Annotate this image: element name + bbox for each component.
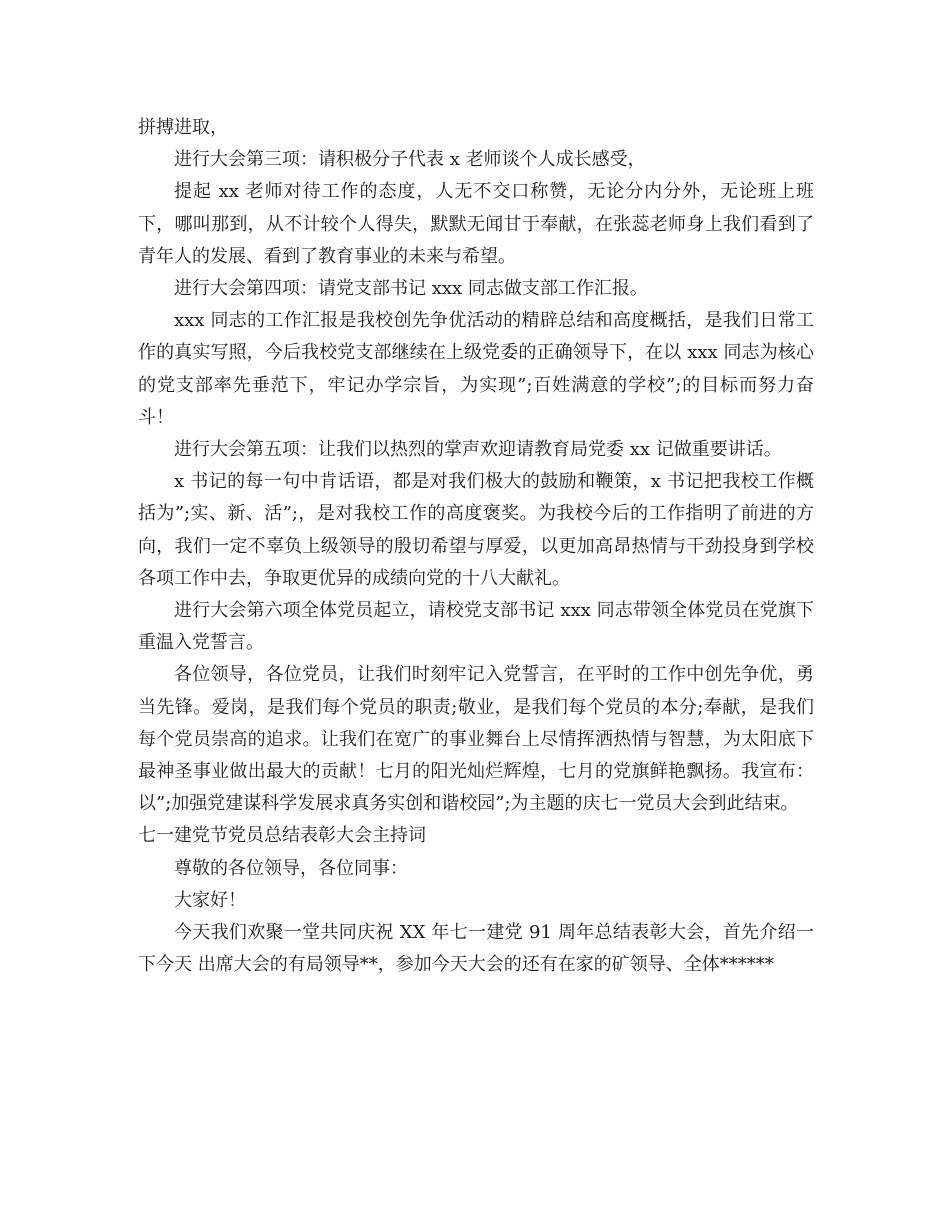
paragraph: 各位领导，各位党员，让我们时刻牢记入党誓言，在平时的工作中创先争优，勇当先锋。爱岗，是我们每个党员的职责;敬业，是我们每个党员的本分;奉献，是我们每个党员崇高的追求。让我们在宽广的事业舞台上尽情挥洒热情与智慧，为太阳底下最神圣事业做出最大的贡献！七月的阳光灿烂辉煌，七月的党旗鲜艳飘扬。我宣布：以”;加强党建谋科学发展求真务实创和谐校园”;为主题的庆七一党员大会到此结束。 [138, 664, 815, 815]
paragraph: 尊敬的各位领导，各位同事： [174, 857, 408, 879]
paragraph: 提起 xx 老师对待工作的态度，人无不交口称赞，无论分内分外，无论班上班下，哪叫那到，从不计较个人得失，默默无闻甘于奉献，在张蕊老师身上我们看到了青年人的发展、看到了教育事业的未来与希望。 [138, 181, 814, 267]
paragraph: 拼搏进取， [138, 117, 228, 138]
paragraph: 大家好！ [174, 889, 246, 911]
paragraph: xxx 同志的工作汇报是我校创先争优活动的精辟总结和高度概括，是我们日常工作的真实写照，今后我校党支部继续在上级党委的正确领导下，在以 xxx 同志为核心的党支部率先垂范下，牢记办学宗旨，为实现”;百姓满意的学校”;的目标而努力奋斗！ [138, 310, 814, 428]
section-heading: 七一建党节党员总结表彰大会主持词 [138, 825, 426, 847]
paragraph: 进行大会第五项：让我们以热烈的掌声欢迎请教育局党委 xx 记做重要讲话。 [174, 439, 782, 461]
paragraph: 进行大会第三项：请积极分子代表 x 老师谈个人成长感受， [174, 149, 646, 171]
paragraph: 进行大会第六项全体党员起立，请校党支部书记 xxx 同志带领全体党员在党旗下重温入党誓言。 [138, 600, 814, 654]
paragraph: 进行大会第四项：请党支部书记 xxx 同志做支部工作汇报。 [174, 278, 648, 300]
document-body [138, 112, 814, 981]
paragraph: x 书记的每一句中肯话语，都是对我们极大的鼓励和鞭策，x 书记把我校工作概括为”;实、新、活”;，是对我校工作的高度褒奖。为我校今后的工作指明了前进的方向，我们一定不辜负上级领导的殷切希望与厚爱，以更加高昂热情与干劲投身到学校各项工作中去，争取更优异的成绩向党的十八大献礼。 [138, 471, 814, 589]
paragraph: 今天我们欢聚一堂共同庆祝 XX 年七一建党 91 周年总结表彰大会，首先介绍一下今天 出席大会的有局领导**，参加今天大会的还有在家的矿领导、全体****** [138, 922, 814, 976]
